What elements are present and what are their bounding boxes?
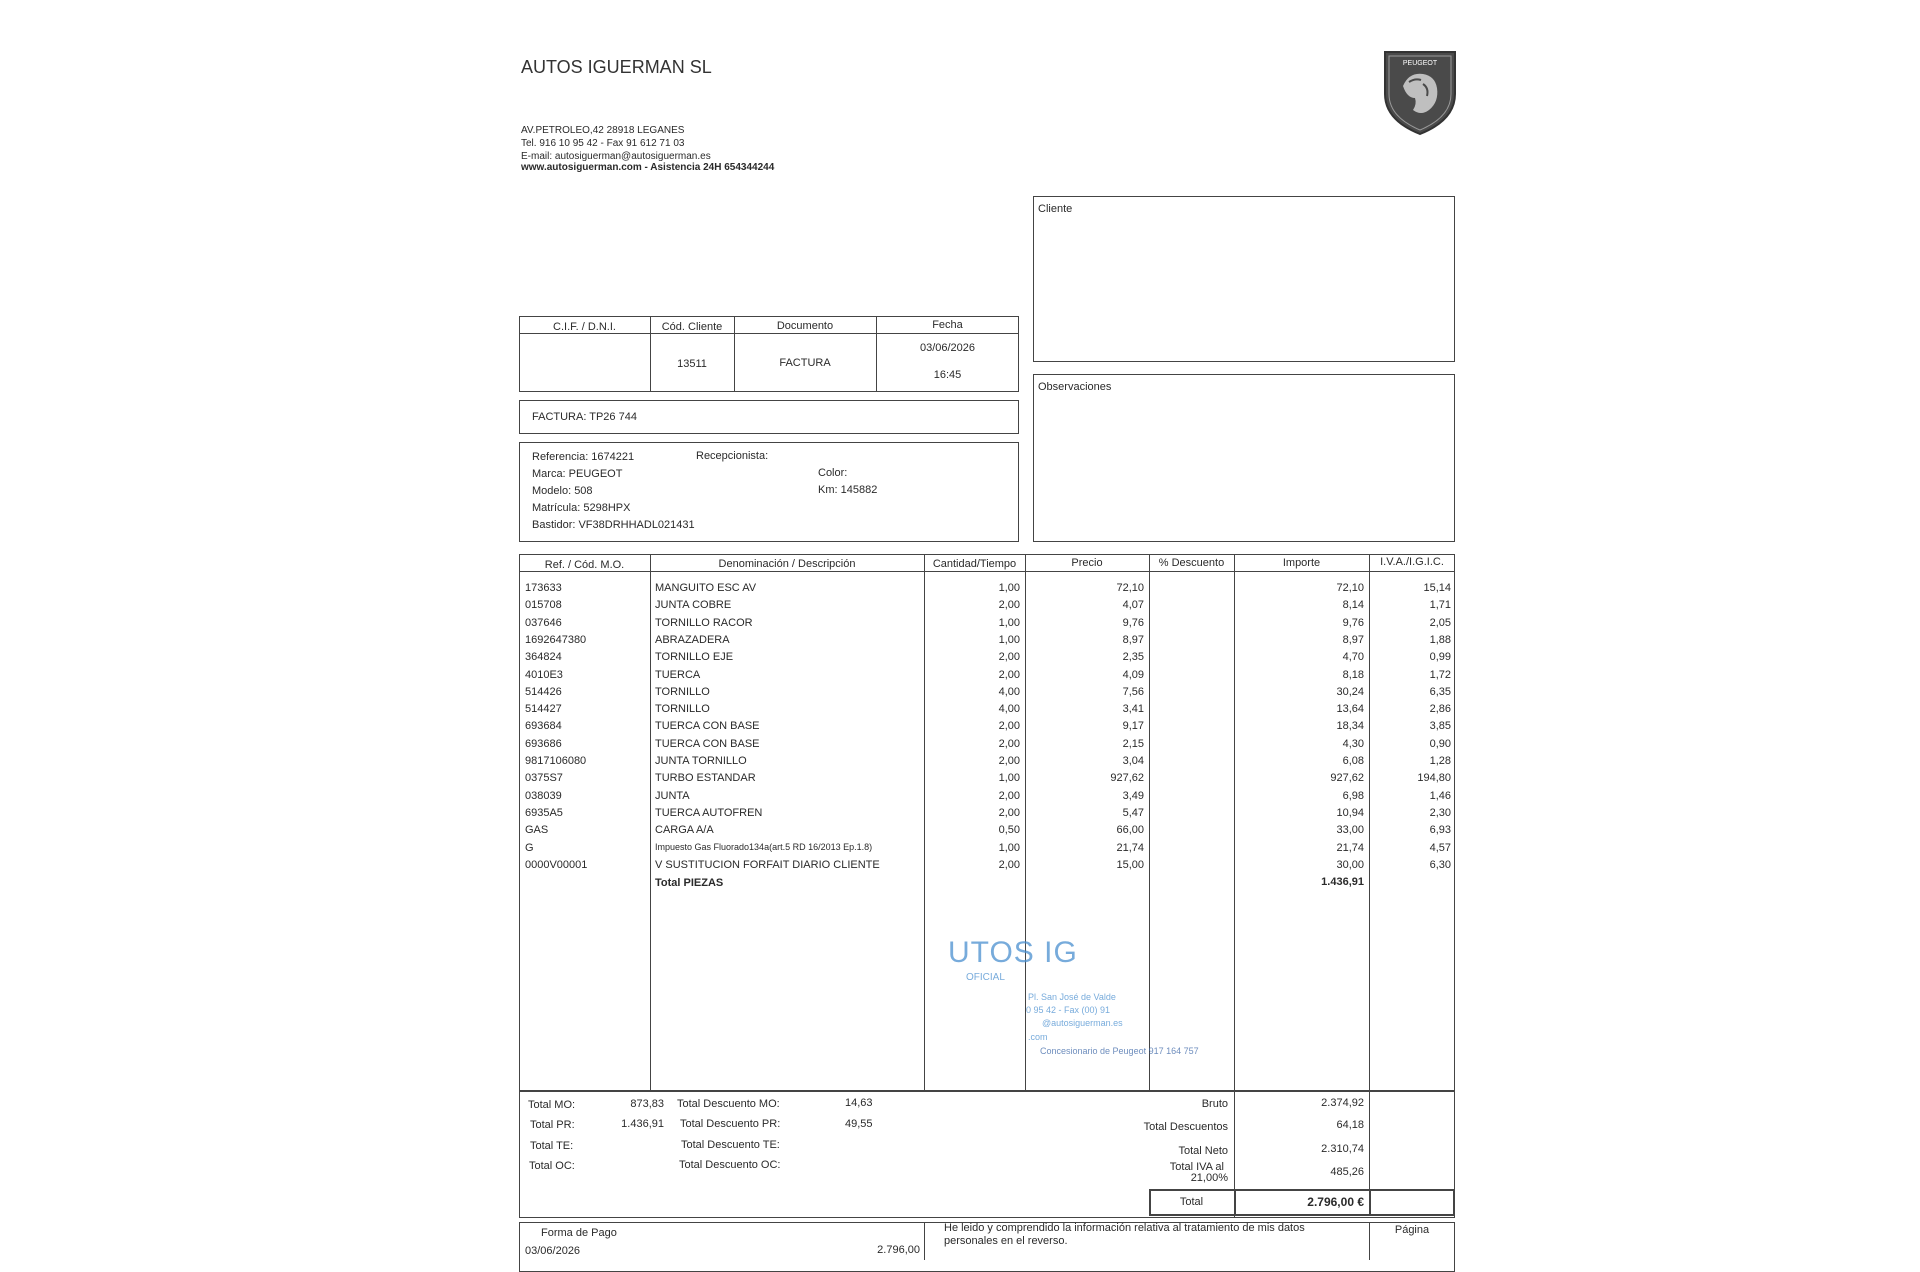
total-descuentos-label: Total Descuentos xyxy=(1143,1121,1228,1133)
cell-ref: 1692647380 xyxy=(525,633,587,646)
col-header-qty: Cantidad/Tiempo xyxy=(932,558,1017,570)
company-name: AUTOS IGUERMAN SL xyxy=(521,57,712,77)
cell-price: 3,41 xyxy=(1122,703,1144,716)
cell-imp: 10,94 xyxy=(1336,806,1364,819)
forma-pago-label: Forma de Pago xyxy=(541,1227,617,1239)
company-address: AV.PETROLEO,42 28918 LEGANES xyxy=(521,125,685,136)
company-stamp xyxy=(948,936,1248,1086)
cell-iva: 1,46 xyxy=(1429,789,1451,802)
col-header-price: Precio xyxy=(1071,557,1103,569)
cell-qty: 2,00 xyxy=(998,599,1020,612)
cell-imp: 4,30 xyxy=(1342,737,1364,750)
total-pr-value: 1.436,91 xyxy=(621,1118,664,1130)
cell-ref: 037646 xyxy=(525,616,562,629)
total-neto-value: 2.310,74 xyxy=(1321,1143,1364,1155)
total-desc-pr-value: 49,55 xyxy=(845,1118,873,1130)
documento-label: Documento xyxy=(776,320,834,332)
vehicle-km: Km: 145882 xyxy=(818,484,878,496)
cell-qty: 1,00 xyxy=(998,582,1020,594)
client-box xyxy=(1033,196,1455,362)
cell-iva: 194,80 xyxy=(1417,772,1451,785)
cell-ref: 514427 xyxy=(525,703,562,716)
pago-importe: 2.796,00 xyxy=(877,1244,920,1256)
total-iva-rate: 21,00% xyxy=(1190,1172,1228,1184)
total-piezas-value: 1.436,91 xyxy=(1321,876,1364,888)
cell-qty: 2,00 xyxy=(998,858,1020,871)
fecha-label: Fecha xyxy=(932,319,963,331)
cell-qty: 2,00 xyxy=(998,668,1020,681)
cell-qty: 1,00 xyxy=(998,841,1020,854)
total-descuentos-value: 64,18 xyxy=(1336,1119,1364,1131)
bruto-label: Bruto xyxy=(1201,1098,1228,1110)
cell-ref: 0000V00001 xyxy=(525,858,588,871)
cell-iva: 15,14 xyxy=(1423,582,1451,594)
cell-desc: TORNILLO RACOR xyxy=(655,616,753,629)
cif-label: C.I.F. / D.N.I. xyxy=(553,321,616,333)
cell-iva: 2,30 xyxy=(1429,806,1451,819)
cell-ref: 514426 xyxy=(525,685,562,698)
cell-imp: 30,00 xyxy=(1336,858,1364,871)
cell-price: 72,10 xyxy=(1116,582,1144,594)
cell-qty: 2,00 xyxy=(998,737,1020,750)
cell-ref: 9817106080 xyxy=(525,755,587,767)
cell-price: 2,35 xyxy=(1122,651,1144,664)
stamp-line7: Concesionario de Peugeot 917 164 757 xyxy=(1040,1046,1199,1056)
cell-price: 8,97 xyxy=(1122,633,1144,646)
cell-iva: 6,35 xyxy=(1429,685,1451,698)
grand-total-value: 2.796,00 € xyxy=(1307,1195,1364,1209)
col-header-imp: Importe xyxy=(1282,557,1321,569)
cell-imp: 4,70 xyxy=(1342,651,1364,664)
stamp-line1: UTOS IG xyxy=(948,936,1078,969)
cell-price: 927,62 xyxy=(1110,772,1144,785)
cell-desc: TUERCA CON BASE xyxy=(655,737,760,750)
cell-price: 15,00 xyxy=(1116,858,1144,871)
cell-desc: ABRAZADERA xyxy=(655,633,730,646)
cell-qty: 2,00 xyxy=(998,755,1020,767)
observaciones-box xyxy=(1033,374,1455,542)
company-email: E-mail: autosiguerman@autosiguerman.es xyxy=(521,151,711,162)
cell-price: 4,09 xyxy=(1122,668,1144,681)
stamp-line4: 0 95 42 - Fax (00) 91 xyxy=(1026,1005,1111,1015)
cell-desc: TUERCA AUTOFREN xyxy=(655,806,763,819)
cell-qty: 4,00 xyxy=(998,685,1020,698)
cell-price: 9,76 xyxy=(1122,616,1144,629)
peugeot-logo-text: PEUGEOT xyxy=(1402,60,1438,67)
cell-qty: 4,00 xyxy=(998,703,1020,716)
cell-qty: 1,00 xyxy=(998,772,1020,785)
cell-ref: 6935A5 xyxy=(525,806,563,819)
vehicle-modelo: Modelo: 508 xyxy=(532,485,593,497)
cell-imp: 9,76 xyxy=(1342,616,1364,629)
cell-desc: JUNTA TORNILLO xyxy=(655,755,747,767)
cell-ref: 038039 xyxy=(525,789,562,802)
total-oc-label: Total OC: xyxy=(529,1160,575,1172)
cell-qty: 2,00 xyxy=(998,651,1020,664)
cell-ref: 364824 xyxy=(525,651,562,664)
cell-iva: 0,99 xyxy=(1429,651,1451,664)
company-phone-fax: Tel. 916 10 95 42 - Fax 91 612 71 03 xyxy=(521,138,685,149)
stamp-line6: .com xyxy=(1028,1032,1048,1042)
cell-desc: TUERCA xyxy=(655,668,701,681)
vehicle-box xyxy=(519,442,1019,542)
total-te-label: Total TE: xyxy=(530,1140,574,1152)
total-neto-label: Total Neto xyxy=(1178,1145,1228,1157)
cell-ref: 173633 xyxy=(525,582,562,594)
cell-desc: TURBO ESTANDAR xyxy=(655,772,756,785)
cell-imp: 30,24 xyxy=(1336,685,1364,698)
cell-imp: 8,14 xyxy=(1342,599,1364,612)
hora-value: 16:45 xyxy=(933,369,962,381)
col-header-desc: Denominación / Descripción xyxy=(718,558,856,570)
cell-imp: 8,18 xyxy=(1342,668,1364,681)
total-iva-label: Total IVA al xyxy=(1169,1161,1224,1173)
cell-imp: 72,10 xyxy=(1336,582,1364,594)
observaciones-label: Observaciones xyxy=(1038,381,1112,393)
cell-desc: TUERCA CON BASE xyxy=(655,720,760,733)
total-mo-label: Total MO: xyxy=(528,1099,576,1111)
cell-ref: 4010E3 xyxy=(525,668,563,681)
cell-qty: 1,00 xyxy=(998,633,1020,646)
cell-desc: V SUSTITUCION FORFAIT DIARIO CLIENTE xyxy=(655,858,880,871)
cell-qty: 1,00 xyxy=(998,616,1020,629)
cell-qty: 0,50 xyxy=(998,824,1020,837)
vehicle-color: Color: xyxy=(818,467,848,479)
documento-value: FACTURA xyxy=(779,357,831,369)
legal-text-line2: personales en el reverso. xyxy=(944,1235,1068,1247)
total-desc-pr-label: Total Descuento PR: xyxy=(680,1118,781,1130)
cell-imp: 927,62 xyxy=(1330,772,1364,785)
vehicle-matricula: Matrícula: 5298HPX xyxy=(532,502,631,514)
cell-price: 5,47 xyxy=(1122,806,1144,819)
cell-price: 3,04 xyxy=(1122,755,1144,767)
cell-price: 3,49 xyxy=(1122,789,1144,802)
bruto-value: 2.374,92 xyxy=(1321,1097,1364,1109)
factura-box xyxy=(519,400,1019,434)
cell-price: 2,15 xyxy=(1122,737,1144,750)
vehicle-recepcionista: Recepcionista: xyxy=(696,450,769,462)
total-desc-oc-label: Total Descuento OC: xyxy=(679,1159,781,1171)
cell-ref: 693686 xyxy=(525,737,562,750)
stamp-line2: OFICIAL xyxy=(966,972,1005,983)
cell-iva: 1,28 xyxy=(1429,755,1451,767)
cell-ref: GAS xyxy=(525,824,549,837)
cell-desc: JUNTA COBRE xyxy=(655,599,732,612)
cod-cliente-value: 13511 xyxy=(677,358,707,370)
cell-ref: 0375S7 xyxy=(525,772,563,785)
cell-desc: Impuesto Gas Fluorado134a(art.5 RD 16/2013 Ep.1.8) xyxy=(655,841,873,852)
vehicle-marca: Marca: PEUGEOT xyxy=(532,468,623,480)
fecha-value: 03/06/2026 xyxy=(919,342,976,354)
cell-imp: 33,00 xyxy=(1336,824,1364,837)
stamp-line3: Pl. San José de Valde xyxy=(1028,992,1116,1002)
cell-iva: 2,05 xyxy=(1429,616,1451,629)
cell-ref: G xyxy=(525,841,534,854)
total-piezas-label: Total PIEZAS xyxy=(655,877,724,889)
pago-fecha: 03/06/2026 xyxy=(525,1245,581,1257)
cell-desc: MANGUITO ESC AV xyxy=(655,582,757,594)
client-label: Cliente xyxy=(1038,203,1073,215)
cell-imp: 18,34 xyxy=(1336,720,1364,733)
cell-iva: 4,57 xyxy=(1429,841,1451,854)
cell-iva: 1,88 xyxy=(1429,633,1451,646)
cell-qty: 2,00 xyxy=(998,789,1020,802)
total-pr-label: Total PR: xyxy=(530,1119,575,1131)
cod-cliente-label: Cód. Cliente xyxy=(661,321,723,333)
total-desc-mo-value: 14,63 xyxy=(845,1097,873,1109)
total-desc-mo-label: Total Descuento MO: xyxy=(677,1098,780,1110)
stamp-line5: @autosiguerman.es xyxy=(1042,1018,1123,1028)
factura-number: FACTURA: TP26 744 xyxy=(532,411,637,423)
cell-ref: 015708 xyxy=(525,599,562,612)
vehicle-referencia: Referencia: 1674221 xyxy=(532,451,635,463)
cell-imp: 6,08 xyxy=(1342,755,1364,767)
cell-price: 21,74 xyxy=(1116,841,1144,854)
cell-iva: 6,30 xyxy=(1429,858,1451,871)
cell-imp: 6,98 xyxy=(1342,789,1364,802)
cell-desc: CARGA A/A xyxy=(655,824,714,837)
cell-imp: 13,64 xyxy=(1336,703,1364,716)
cell-price: 9,17 xyxy=(1122,720,1144,733)
cell-price: 7,56 xyxy=(1122,685,1144,698)
pagina-label: Página xyxy=(1394,1224,1430,1236)
cell-iva: 6,93 xyxy=(1429,824,1451,837)
total-iva-value: 485,26 xyxy=(1330,1166,1364,1178)
total-desc-te-label: Total Descuento TE: xyxy=(681,1139,780,1151)
legal-text-line1: He leido y comprendido la información relativa al tratamiento de mis datos xyxy=(944,1222,1305,1234)
cell-desc: JUNTA xyxy=(655,789,690,802)
cell-iva: 3,85 xyxy=(1429,720,1451,733)
col-header-iva: I.V.A./I.G.I.C. xyxy=(1380,556,1444,568)
cell-desc: TORNILLO xyxy=(655,685,710,698)
vehicle-bastidor: Bastidor: VF38DRHHADL021431 xyxy=(532,519,695,531)
cell-ref: 693684 xyxy=(525,720,562,733)
cell-iva: 2,86 xyxy=(1429,703,1451,716)
grand-total-label: Total xyxy=(1179,1196,1204,1208)
cell-iva: 0,90 xyxy=(1429,737,1451,750)
col-header-disc: % Descuento xyxy=(1158,557,1225,569)
cell-price: 66,00 xyxy=(1116,824,1144,837)
peugeot-logo xyxy=(1379,48,1461,136)
cell-qty: 2,00 xyxy=(998,806,1020,819)
col-header-ref: Ref. / Cód. M.O. xyxy=(544,559,625,571)
total-mo-value: 873,83 xyxy=(630,1098,664,1110)
cell-imp: 21,74 xyxy=(1336,841,1364,854)
cell-iva: 1,72 xyxy=(1429,668,1451,681)
cell-desc: TORNILLO xyxy=(655,703,710,716)
cell-qty: 2,00 xyxy=(998,720,1020,733)
cell-iva: 1,71 xyxy=(1429,599,1451,612)
cell-price: 4,07 xyxy=(1122,599,1144,612)
cell-desc: TORNILLO EJE xyxy=(655,651,734,664)
company-web: www.autosiguerman.com - Asistencia 24H 654344244 xyxy=(521,162,775,173)
cell-imp: 8,97 xyxy=(1342,633,1364,646)
